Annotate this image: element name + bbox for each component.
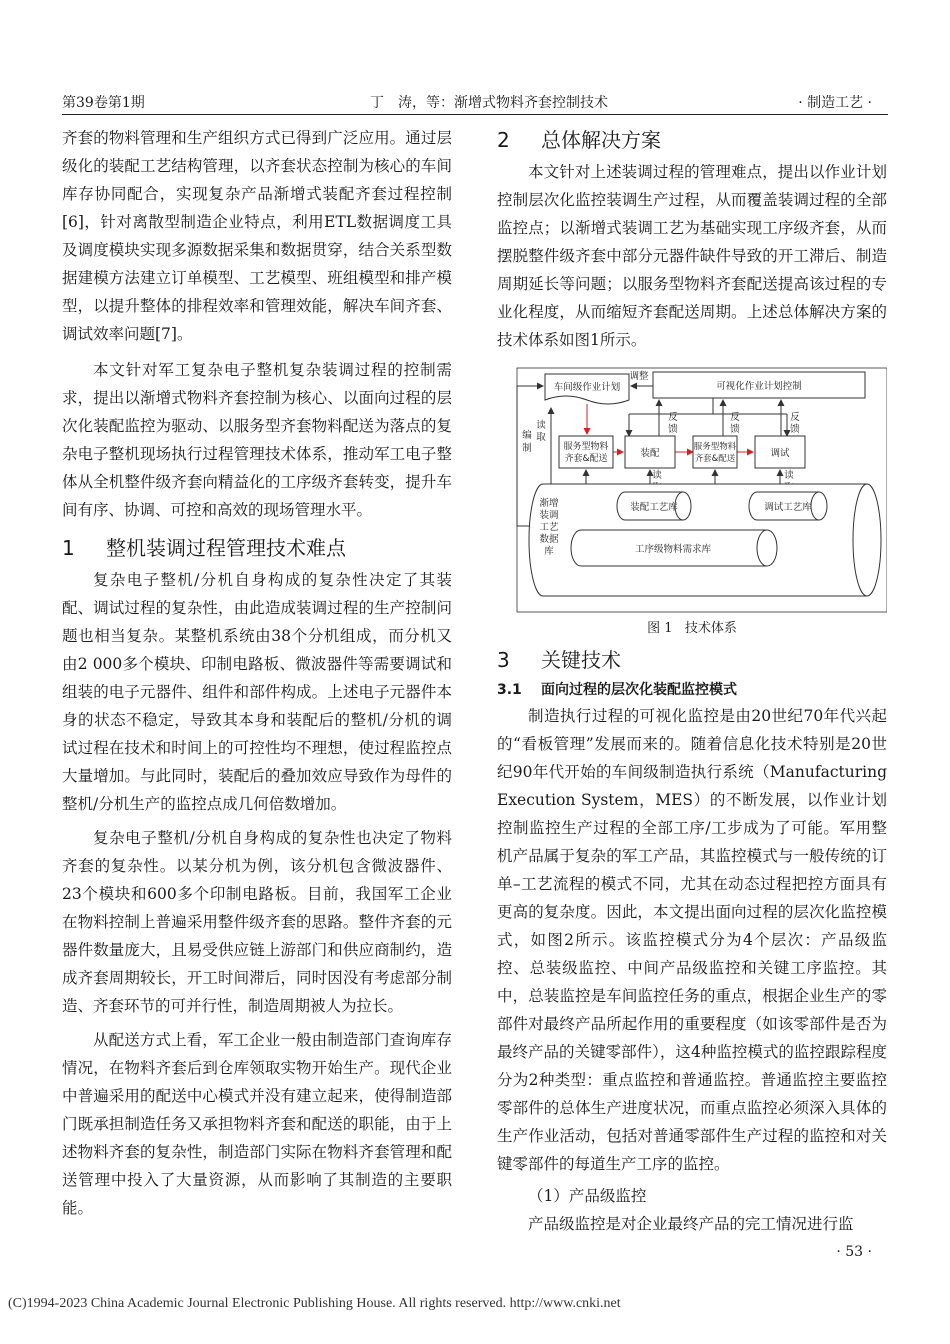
- paragraph: 齐套的物料管理和生产组织方式已得到广泛应用。通过层级化的装配工艺结构管理，以齐套状态控制为核心的车间库存协同配合，实现复杂产品渐增式装配齐套过程控制[6]，针对离散型制造企业特点，利用ETL数据调度工具及调度模块实现多源数据采集和数据贯穿，结合关系型数据建模方法建立订单模型、工艺模型、班组模型和排产模型，以提升整体的排程效率和管理效能，解决车间齐套、调试效率问题[7]。: [62, 129, 452, 343]
- subsection-number: 3.1: [497, 682, 522, 698]
- section-heading-1: [62, 536, 452, 560]
- paragraph: 本文针对军工复杂电子整机复杂装调过程的控制需求，提出以渐增式物料齐套控制为核心、以面向过程的层次化装配监控为驱动、以服务型齐套物料配送为落点的复杂电子整机现场执行过程管理技术体系，推动军工电子整体从全机整件级齐套向精益化的工序级齐套转变，提升车间有序、协调、可控和高效的现场管理水平。: [62, 361, 452, 519]
- caption-text: 技术体系: [684, 621, 737, 636]
- feedback-label: 反馈: [668, 412, 678, 435]
- read-label: 读: [652, 470, 662, 481]
- read-label: 读: [784, 470, 794, 481]
- subsection-title: 面向过程的层次化装配监控模式: [541, 682, 737, 698]
- section-tag: · 制造工艺 ·: [798, 95, 872, 111]
- figure-1: [497, 366, 887, 616]
- paragraph: 本文针对上述装调过程的管理难点，提出以作业计划控制层次化监控装调生产过程，从而覆盖装调过程的全部监控点；以渐增式装调工艺为基础实现工序级齐套，从而摆脱整件级齐套中部分元器件缺件导致的开工滞后、制造周期延长等问题；以服务型物料齐套配送提高该过程的专业化程度，从而缩短齐套配送周期。上述总体解决方案的技术体系如图1所示。: [497, 163, 887, 349]
- paragraph: 制造执行过程的可视化监控是由20世纪70年代兴起的“看板管理”发展而来的。随着信息化技术特别是20世纪90年代开始的车间级制造执行系统（Manufacturing Execution System，MES）的不断发展，以作业计划控制监控生产过程的全部工序/工步成为了可能。军用整机产品属于复杂的军工产品，其监控模式与一般传统的订单–工艺流程的模式不同，尤其在动态过程把控方面具有更高的复杂度。因此，本文提出面向过程的层次化监控模式，如图2所示。该监控模式分为4个层次：产品级监控、总装级监控、中间产品级监控和关键工序监控。其中，总装监控是车间监控任务的重点，根据企业生产的零部件对最终产品所起作用的重要程度（如该零部件是否为最终产品的关键零部件），这4种监控模式的监控跟踪程度分为2种类型：重点监控和普通监控。普通监控主要监控零部件的总体生产进度状况，而重点监控必须深入具体的生产作业活动，包括对普通零部件生产过程的监控和对关键零部件的每道生产工序的监控。: [497, 707, 887, 1173]
- subsection-heading-3-1: [497, 678, 887, 702]
- section-heading-2: [497, 128, 887, 152]
- material-lib-label: 工序级物料需求库: [634, 544, 712, 555]
- feedback-label: 反馈: [730, 412, 740, 435]
- section-title: 总体解决方案: [541, 128, 661, 152]
- copyright-footer: (C)1994-2023 China Academic Journal Electronic Publishing House. All rights reserved. http://www.cnki.net: [8, 1296, 621, 1311]
- tech-system-diagram: [497, 366, 887, 616]
- caption-number: 图 1: [647, 621, 673, 636]
- db-main-label: 渐增装调工艺数据库: [539, 498, 559, 557]
- paragraph: 复杂电子整机/分机自身构成的复杂性决定了其装配、调试过程的复杂性，由此造成装调过程的生产控制问题也相当复杂。某整机系统由38个分机组成，而分机又由2 000多个模块、印制电路板、微波器件等需要调试和组装的电子元器件、组件和部件构成。上述电子元器件本身的状态不稳定，导致其本身和装配后的整机/分机的调试过程在技术和时间上的可控性均不理想，使过程监控点大量增加。与此同时，装配后的叠加效应导致作为母件的整机/分机生产的监控点成几何倍数增加。: [62, 571, 452, 813]
- paragraph: 产品级监控是对企业最终产品的完工情况进行监: [528, 1215, 854, 1233]
- section-number: 2: [497, 128, 510, 152]
- journal-issue: 第39卷第1期: [62, 95, 145, 111]
- assembly-label: 装配: [640, 448, 660, 459]
- assembly-lib-label: 装配工艺库: [630, 502, 678, 513]
- debug-label: 调试: [770, 448, 790, 459]
- section-number: 1: [62, 536, 75, 560]
- visual-label: 可视化作业计划控制: [716, 381, 802, 392]
- compile-label: 编制: [522, 430, 532, 454]
- section-heading-3: [497, 648, 887, 672]
- debug-lib-label: 调试工艺库: [764, 502, 812, 513]
- header-rule: [62, 114, 888, 115]
- running-title: 丁 涛，等：渐增式物料齐套控制技术: [370, 95, 608, 111]
- paragraph: （1）产品级监控: [528, 1187, 647, 1205]
- paragraph: 从配送方式上看，军工企业一般由制造部门查询库存情况，在物料齐套后到仓库领取实物开始生产。现代企业中普遍采用的配送中心模式并没有建立起来，使得制造部门既承担制造任务又承担物料齐套和配送的职能，由于上述物料齐套的复杂性，制造部门实际在物料齐套管理和配送管理中投入了大量资源，从而影响了其制造的主要职能。: [62, 1031, 452, 1217]
- paragraph: 复杂电子整机/分机自身构成的复杂性也决定了物料齐套的复杂性。以某分机为例，该分机包含微波器件、23个模块和600多个印制电路板。目前，我国军工企业在物料控制上普遍采用整件级齐套的思路。整件齐套的元器件数量庞大，且易受供应链上游部门和供应商制约，造成齐套周期较长，开工时间滞后，同时因没有考虑部分制造、齐套环节的可并行性，制造周期被人为拉长。: [62, 829, 452, 1015]
- section-number: 3: [497, 648, 510, 672]
- figure-caption: [497, 618, 887, 640]
- section-title: 关键技术: [541, 648, 621, 672]
- plan-label: 车间级作业计划: [553, 382, 621, 393]
- service-label-1: 服务型物料齐套&配送: [563, 442, 609, 464]
- read-label: 读取: [536, 420, 546, 443]
- left-column: [62, 124, 452, 1222]
- adjust-label: 调整: [629, 371, 649, 382]
- service-label-2: 服务型物料齐套&配送: [693, 442, 737, 464]
- feedback-label: 反馈: [790, 412, 800, 435]
- section-title: 整机装调过程管理技术难点: [106, 536, 346, 560]
- page-number: · 53 ·: [836, 1244, 872, 1260]
- right-column: [497, 124, 887, 1238]
